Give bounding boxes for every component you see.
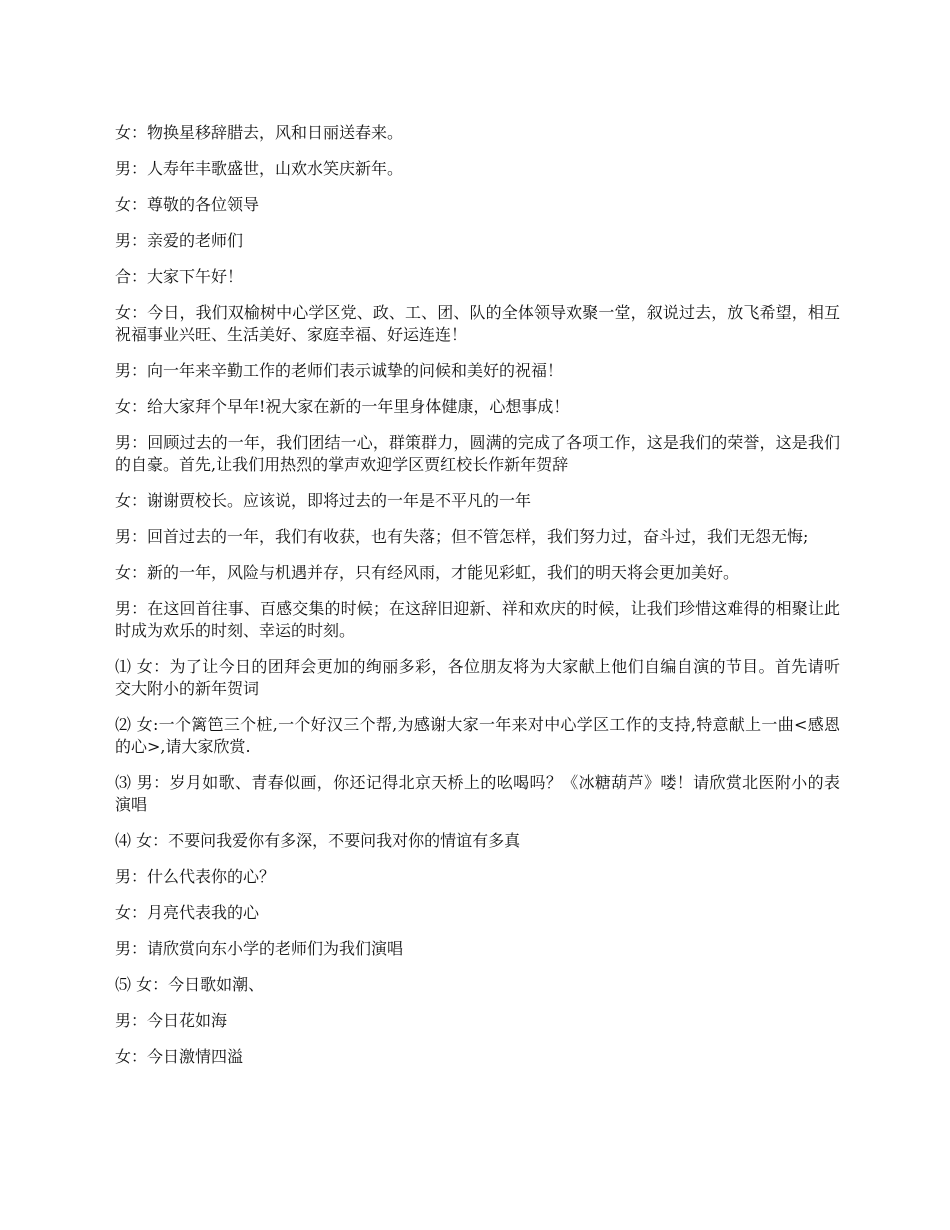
paragraph: 女：月亮代表我的心 (115, 903, 260, 922)
paragraph: 女：物换星移辞腊去，风和日丽送春来。 (115, 123, 404, 142)
paragraph: ⑴ 女：为了让今日的团拜会更加的绚丽多彩，各位朋友将为大家献上他们自编自演的节目。首先请听交大附小的新年贺词 (115, 657, 840, 698)
document-body (115, 122, 840, 1082)
paragraph: 女：新的一年，风险与机遇并存，只有经风雨，才能见彩虹，我们的明天将会更加美好。 (115, 563, 740, 582)
paragraph: 男：在这回首往事、百感交集的时候；在这辞旧迎新、祥和欢庆的时候，让我们珍惜这难得的相聚让此时成为欢乐的时刻、幸运的时刻。 (115, 599, 840, 640)
paragraph: 男：人寿年丰歌盛世，山欢水笑庆新年。 (115, 159, 404, 178)
paragraph: 女：今日激情四溢 (115, 1047, 244, 1066)
paragraph: 女：谢谢贾校长。应该说，即将过去的一年是不平凡的一年 (115, 491, 532, 510)
paragraph: 男：回首过去的一年，我们有收获，也有失落；但不管怎样，我们努力过，奋斗过，我们无怨无悔; (115, 527, 809, 546)
paragraph: 男：向一年来辛勤工作的老师们表示诚挚的问候和美好的祝福！ (115, 361, 564, 380)
paragraph: 男：今日花如海 (115, 1011, 228, 1030)
paragraph: 女：给大家拜个早年!祝大家在新的一年里身体健康，心想事成！ (115, 397, 570, 416)
paragraph: 女：今日，我们双榆树中心学区党、政、工、团、队的全体领导欢聚一堂，叙说过去，放飞希望，相互祝福事业兴旺、生活美好、家庭幸福、好运连连！ (115, 303, 840, 344)
paragraph: 女：尊敬的各位领导 (115, 195, 260, 214)
paragraph: 男：亲爱的老师们 (115, 231, 244, 250)
paragraph: 合：大家下午好！ (115, 267, 244, 286)
paragraph: 男：请欣赏向东小学的老师们为我们演唱 (115, 939, 404, 958)
paragraph: 男：回顾过去的一年，我们团结一心，群策群力，圆满的完成了各项工作，这是我们的荣誉，这是我们的自豪。首先,让我们用热烈的掌声欢迎学区贾红校长作新年贺辞 (115, 433, 840, 474)
paragraph: ⑸ 女：今日歌如潮、 (115, 975, 265, 994)
paragraph: ⑵ 女:一个篱笆三个桩,一个好汉三个帮,为感谢大家一年来对中心学区工作的支持,特意献上一曲<感恩的心>,请大家欣赏. (115, 715, 840, 756)
paragraph: ⑶ 男：岁月如歌、青春似画，你还记得北京天桥上的吆喝吗？《冰糖葫芦》喽！请欣赏北医附小的表演唱 (115, 773, 840, 814)
paragraph: ⑷ 女：不要问我爱你有多深，不要问我对你的情谊有多真 (115, 831, 521, 850)
paragraph: 男：什么代表你的心？ (115, 867, 276, 886)
